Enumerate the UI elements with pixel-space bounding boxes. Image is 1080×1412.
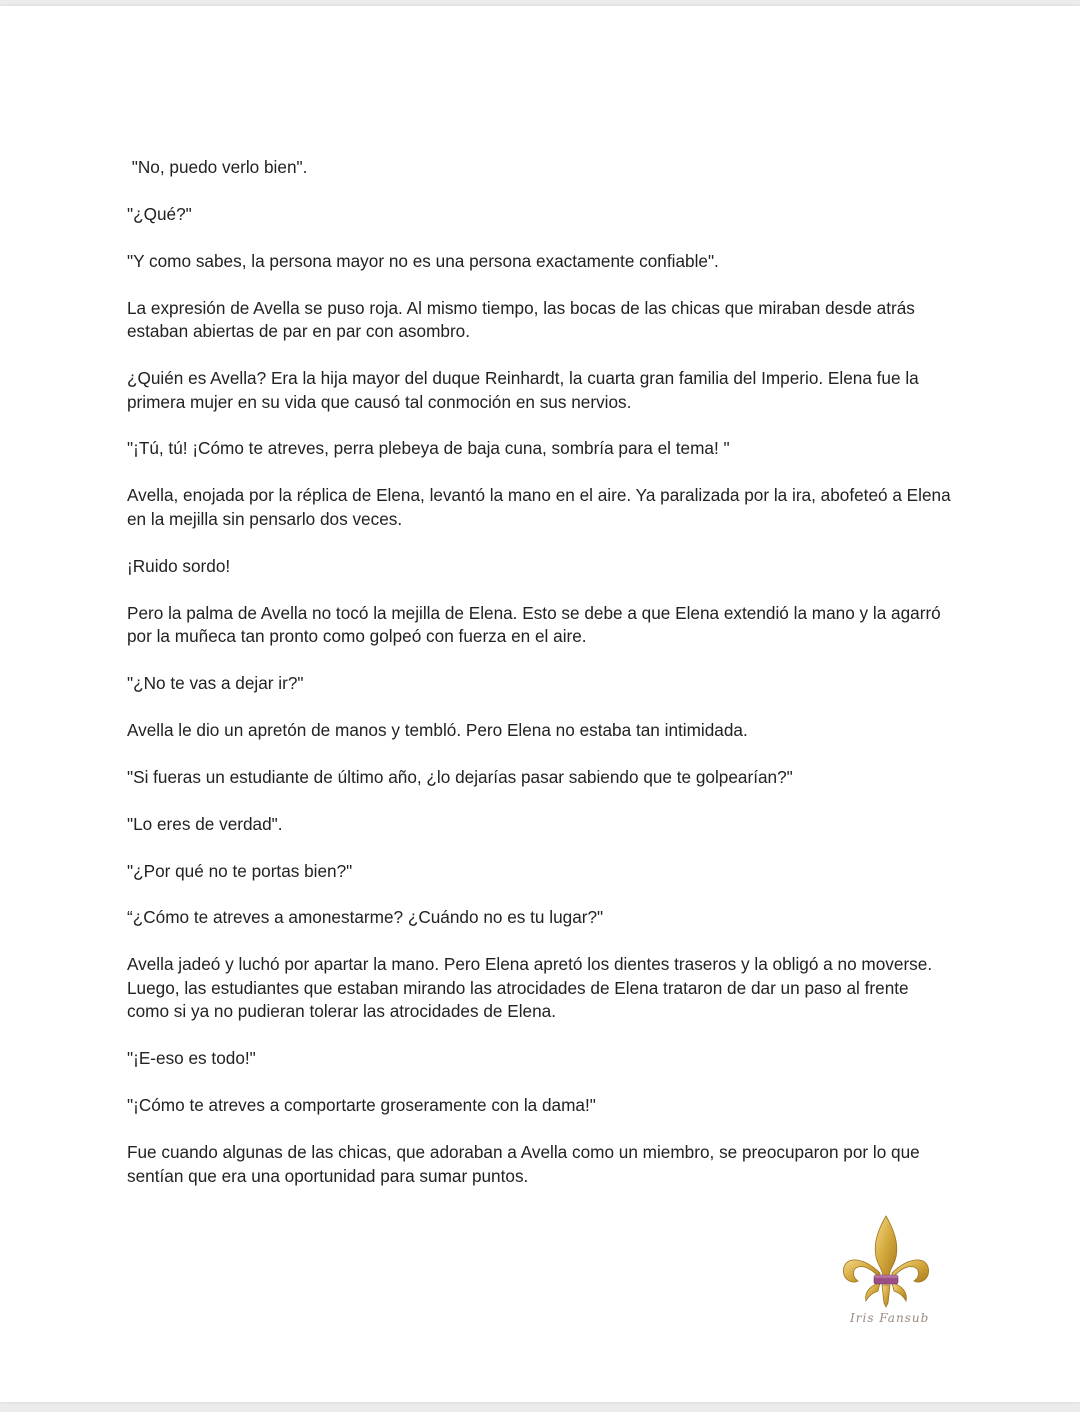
- paragraph: "¿Qué?": [127, 203, 192, 224]
- paragraph: Avella, enojada por la réplica de Elena, levantó la mano en el aire. Ya paralizada por la ira, abofeteó a Elena en la mejilla sin pensarlo dos veces.: [127, 485, 956, 529]
- paragraph: “¿Cómo te atreves a amonestarme? ¿Cuándo no es tu lugar?": [127, 907, 604, 928]
- paragraph: "¡Cómo te atreves a comportarte groseramente con la dama!": [127, 1095, 596, 1116]
- paragraph: Avella jadeó y luchó por apartar la mano. Pero Elena apretó los dientes traseros y la obligó a no moverse. Luego, las estudiantes que estaban mirando las atrocidades de Elena trataron de dar un paso al frente como si ya no pudieran tolerar las atrocidades de Elena.: [127, 954, 937, 1022]
- logo-signature: Iris Fansub: [850, 1311, 930, 1325]
- paragraph: "¿No te vas a dejar ir?": [127, 673, 304, 694]
- paragraph: "Y como sabes, la persona mayor no es una persona exactamente confiable".: [127, 250, 719, 271]
- paragraph: "Lo eres de verdad".: [127, 813, 283, 834]
- paragraph: Pero la palma de Avella no tocó la mejilla de Elena. Esto se debe a que Elena extendió la mano y la agarró por la muñeca tan pronto como golpeó con fuerza en el aire.: [127, 602, 946, 647]
- document-body: [127, 156, 956, 1211]
- paragraph: "¡Tú, tú! ¡Cómo te atreves, perra plebeya de baja cuna, sombría para el tema! ": [127, 438, 730, 459]
- paragraph: ¡Ruido sordo!: [127, 555, 231, 576]
- paragraph: La expresión de Avella se puso roja. Al mismo tiempo, las bocas de las chicas que miraban desde atrás estaban abiertas de par en par con asombro.: [127, 297, 920, 342]
- paragraph: "No, puedo verlo bien".: [127, 157, 308, 177]
- paragraph: "¡E-eso es todo!": [127, 1048, 256, 1069]
- paragraph: "¿Por qué no te portas bien?": [127, 860, 353, 881]
- paragraph: "Si fueras un estudiante de último año, ¿lo dejarías pasar sabiendo que te golpearían?": [127, 766, 793, 787]
- paragraph: ¿Quién es Avella? Era la hija mayor del duque Reinhardt, la cuarta gran familia del Imperio. Elena fue la primera mujer en su vida que causó tal conmoción en sus nervios.: [127, 368, 924, 412]
- document-page: [0, 6, 1080, 1402]
- fansub-logo: [836, 1211, 936, 1341]
- paragraph: Fue cuando algunas de las chicas, que adoraban a Avella como un miembro, se preocuparon por lo que sentían que era una oportunidad para sumar puntos.: [127, 1142, 925, 1186]
- paragraph: Avella le dio un apretón de manos y tembló. Pero Elena no estaba tan intimidada.: [127, 719, 748, 740]
